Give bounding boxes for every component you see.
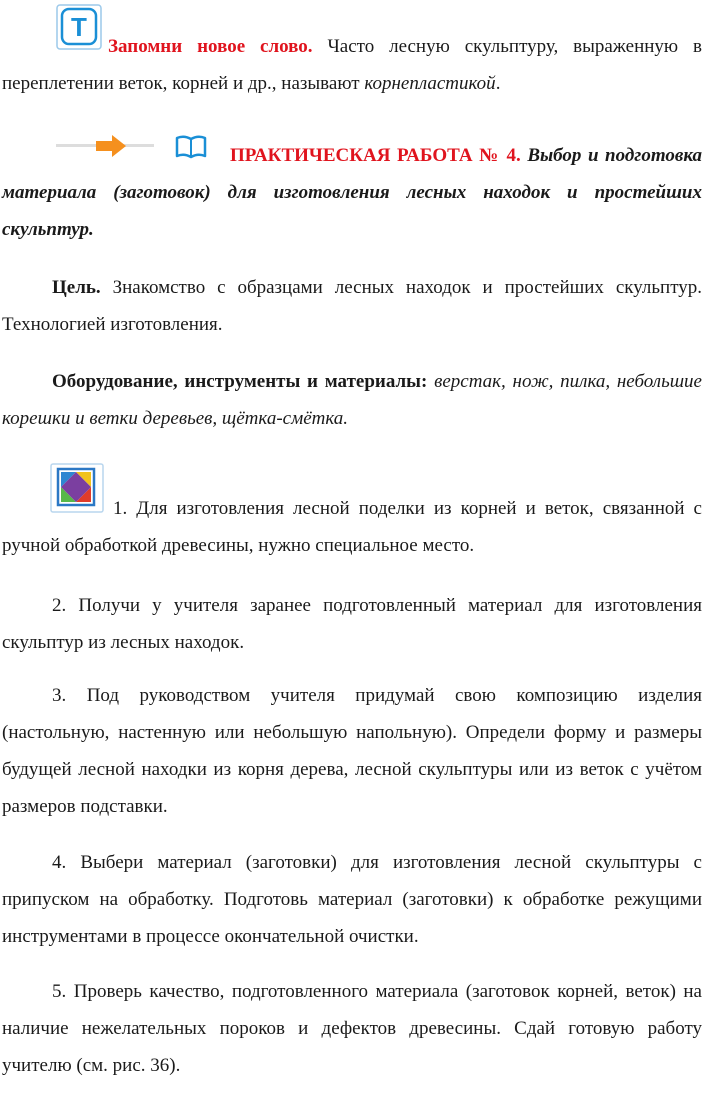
svg-text:T: T bbox=[71, 12, 87, 42]
practical-paragraph bbox=[2, 137, 702, 248]
step-5: 5. Проверь качество, подготовленного материала (заготовок корней, веток) на наличие нежелательных пороков и дефектов древесины. Сдай готовую работу учителю (см. рис. 36). bbox=[2, 981, 702, 1076]
step-3: 3. Под руководством учителя придумай свою композицию изделия (настольную, настенную или небольшую напольную). Определи форму и размеры будущей лесной находки из корня дерева, лесной скульптуры или из веток с учётом размеров подставки. bbox=[2, 685, 702, 817]
practical-heading: ПРАКТИЧЕСКАЯ РАБОТА № 4. bbox=[230, 145, 521, 166]
remember-paragraph: Запомни новое слово. Часто лесную скульптуру, выраженную в переплетении веток, корней и др., называют корнепластикой. bbox=[2, 36, 702, 94]
equipment-items: верстак, нож, пилка, небольшие корешки и ветки деревьев, щётка-смётка. bbox=[2, 371, 702, 429]
step-2: 2. Получи у учителя заранее подготовленный материал для изготовления скульптур из лесных находок. bbox=[2, 595, 702, 653]
equipment-label: Оборудование, инструменты и материалы: bbox=[52, 371, 428, 392]
practical-title: Выбор и подготовка материала (заготовок) для изготовления лесных находок и простейших скульптур. bbox=[2, 145, 702, 240]
remember-lead: Запомни новое слово. bbox=[108, 36, 313, 57]
equipment-paragraph bbox=[2, 363, 702, 437]
goal-paragraph bbox=[2, 269, 702, 343]
goal-label: Цель. bbox=[52, 277, 101, 298]
remember-text: Часто лесную скульптуру, выраженную в переплетении веток, корней и др., называют bbox=[2, 36, 702, 94]
remember-term: корнепластикой bbox=[364, 73, 496, 94]
goal-text: Знакомство с образцами лесных находок и простейших скульптур. Технологией изготовления. bbox=[2, 277, 702, 335]
step-4: 4. Выбери материал (заготовки) для изготовления лесной скульптуры с припуском на обработку. Подготовь материал (заготовки) к обработке режущими инструментами в процессе окончательной очистки. bbox=[2, 852, 702, 947]
step-1: 1. Для изготовления лесной поделки из корней и веток, связанной с ручной обработкой древесины, нужно специальное место. bbox=[2, 498, 702, 556]
